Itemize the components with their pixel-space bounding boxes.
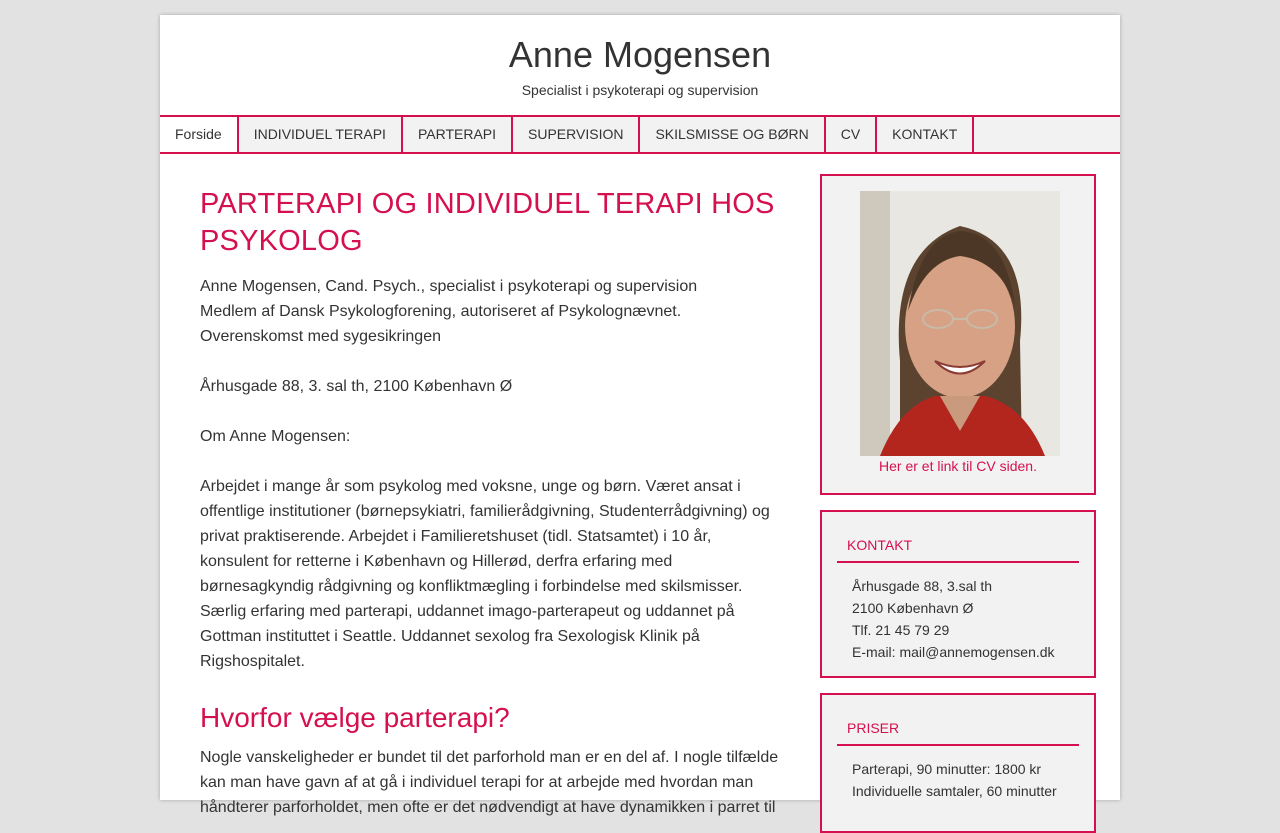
price-parterapi: Parterapi, 90 minutter: 1800 kr <box>852 761 1042 777</box>
priser-widget <box>820 693 1096 833</box>
cv-link[interactable]: Her er et link til CV siden. <box>879 458 1037 474</box>
kontakt-title: KONTAKT <box>837 527 1079 563</box>
intro-line-3: Overenskomst med sygesikringen <box>200 328 441 345</box>
main-content <box>200 186 780 820</box>
nav-item-forside[interactable]: Forside <box>160 117 239 152</box>
site-title[interactable]: Anne Mogensen <box>508 34 772 75</box>
site-header <box>160 15 1120 115</box>
kontakt-city: 2100 København Ø <box>852 600 974 616</box>
priser-title: PRISER <box>837 710 1079 746</box>
nav-item-parterapi[interactable]: PARTERAPI <box>403 117 513 152</box>
intro-line-1: Anne Mogensen, Cand. Psych., specialist i psykoterapi og supervision <box>200 278 698 295</box>
address-text: Århusgade 88, 3. sal th, 2100 København Ø <box>200 378 513 395</box>
page-heading: PARTERAPI OG INDIVIDUEL TERAPI HOS PSYKOLOG <box>200 188 775 257</box>
nav-item-kontakt[interactable]: KONTAKT <box>877 117 974 152</box>
kontakt-address: Århusgade 88, 3.sal th <box>852 578 993 594</box>
page-container <box>160 15 1120 816</box>
site-tagline: Specialist i psykoterapi og supervision <box>521 82 759 98</box>
priser-body <box>822 746 1094 802</box>
kontakt-body <box>822 563 1094 663</box>
price-individuel: Individuelle samtaler, 60 minutter <box>852 783 1057 799</box>
nav-item-individuel-terapi[interactable]: INDIVIDUEL TERAPI <box>239 117 403 152</box>
intro-block <box>200 274 780 349</box>
main-navigation <box>160 115 1120 154</box>
why-heading: Hvorfor vælge parterapi? <box>200 702 510 733</box>
nav-item-cv[interactable]: CV <box>826 117 877 152</box>
about-label: Om Anne Mogensen: <box>200 428 351 445</box>
kontakt-email[interactable]: E-mail: mail@annemogensen.dk <box>852 644 1055 660</box>
nav-item-skilsmisse-og-born[interactable]: SKILSMISSE OG BØRN <box>640 117 825 152</box>
profile-photo[interactable] <box>860 191 1060 456</box>
kontakt-phone: Tlf. 21 45 79 29 <box>852 622 950 638</box>
profile-photo-widget <box>820 174 1096 495</box>
about-paragraph: Arbejdet i mange år som psykolog med voksne, unge og børn. Været ansat i offentlige institutioner (børnepsykiatri, familierådgivning, Studenterrådgivning) og privat praktiserende. Arbejdet i Familieretshuset (tidl. Statsamtet) i 10 år, konsulent for retterne i København og Hillerød, derfra erfaring med børnesagkyndig rådgivning og konfliktmægling i forbindelse med skilsmisser. Særlig erfaring med parterapi, uddannet imago-parterapeut og uddannet på Gottman instituttet i Seattle. Uddannet sexolog fra Sexologisk Klinik på Rigshospitalet. <box>200 478 770 670</box>
intro-line-2: Medlem af Dansk Psykologforening, autoriseret af Psykolognævnet. <box>200 303 682 320</box>
kontakt-widget <box>820 510 1096 678</box>
nav-item-supervision[interactable]: SUPERVISION <box>513 117 640 152</box>
why-paragraph: Nogle vanskeligheder er bundet til det parforhold man er en del af. I nogle tilfælde kan man have gavn af at gå i individuel terapi for at arbejde med hvordan man håndterer parforholdet, men ofte er det nødvendigt at have dynamikken i parret til <box>200 749 779 816</box>
